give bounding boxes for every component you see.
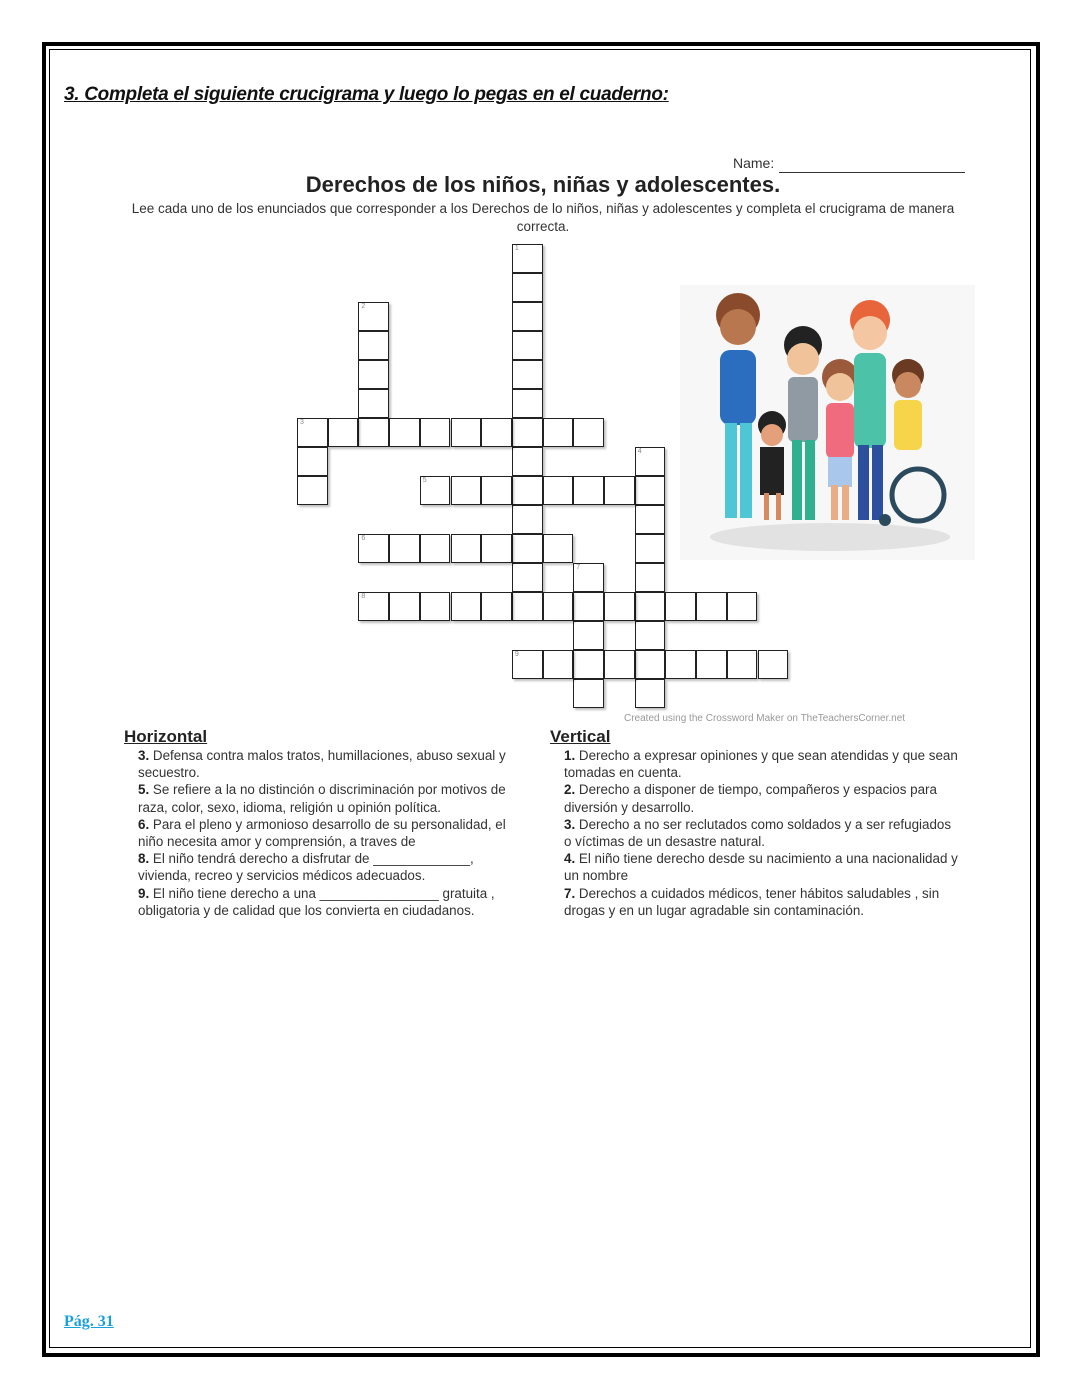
crossword-cell[interactable] bbox=[635, 476, 666, 505]
crossword-cell[interactable] bbox=[512, 505, 543, 534]
crossword-cell[interactable] bbox=[451, 592, 482, 621]
crossword-cell[interactable] bbox=[389, 418, 420, 447]
clue-number: 8 bbox=[361, 593, 366, 600]
clue-v7: 7. Derechos a cuidados médicos, tener hábitos saludables , sin drogas y en un lugar agradable sin contaminación. bbox=[564, 885, 940, 918]
clue-number: 6 bbox=[361, 535, 366, 542]
crossword-cell[interactable] bbox=[512, 476, 543, 505]
crossword-cell[interactable] bbox=[481, 476, 512, 505]
crossword-cell[interactable] bbox=[635, 447, 666, 476]
crossword-cell[interactable] bbox=[512, 389, 543, 418]
crossword-cell[interactable] bbox=[543, 650, 574, 679]
children-illustration bbox=[680, 275, 975, 565]
clue-number: 7 bbox=[576, 564, 581, 571]
crossword-cell[interactable] bbox=[481, 592, 512, 621]
crossword-cell[interactable] bbox=[512, 273, 543, 302]
crossword-cell[interactable] bbox=[297, 418, 328, 447]
crossword-cell[interactable] bbox=[512, 650, 543, 679]
clue-h3: 3. Defensa contra malos tratos, humillaciones, abuso sexual y secuestro. bbox=[138, 748, 506, 781]
crossword-cell[interactable] bbox=[635, 505, 666, 534]
crossword-cell[interactable] bbox=[451, 476, 482, 505]
crossword-cell[interactable] bbox=[573, 563, 604, 592]
crossword-cell[interactable] bbox=[512, 563, 543, 592]
crossword-cell[interactable] bbox=[758, 650, 789, 679]
crossword-cell[interactable] bbox=[389, 592, 420, 621]
crossword-cell[interactable] bbox=[358, 418, 389, 447]
clue-v1: 1. Derecho a expresar opiniones y que sean atendidas y que sean tomadas en cuenta. bbox=[564, 748, 958, 781]
crossword-cell[interactable] bbox=[573, 650, 604, 679]
crossword-cell[interactable] bbox=[481, 534, 512, 563]
crossword-cell[interactable] bbox=[358, 302, 389, 331]
horizontal-clues bbox=[138, 747, 530, 919]
crossword-cell[interactable] bbox=[389, 534, 420, 563]
crossword-cell[interactable] bbox=[512, 302, 543, 331]
clue-number: 9 bbox=[514, 651, 519, 658]
crossword-cell[interactable] bbox=[635, 592, 666, 621]
clue-h9: 9. El niño tiene derecho a una ________________ gratuita , obligatoria y de calidad que los convierta en ciudadanos. bbox=[138, 885, 495, 918]
clue-number: 5 bbox=[422, 477, 427, 484]
clue-v3: 3. Derecho a no ser reclutados como soldados y a ser refugiados o víctimas de un desastre natural. bbox=[564, 816, 952, 850]
crossword-cell[interactable] bbox=[635, 650, 666, 679]
crossword-cell[interactable] bbox=[451, 418, 482, 447]
crossword-cell[interactable] bbox=[696, 650, 727, 679]
crossword-cell[interactable] bbox=[512, 331, 543, 360]
crossword-cell[interactable] bbox=[358, 389, 389, 418]
crossword-cell[interactable] bbox=[358, 331, 389, 360]
crossword-cell[interactable] bbox=[512, 360, 543, 389]
horizontal-heading: Horizontal bbox=[124, 727, 208, 746]
crossword-cell[interactable] bbox=[604, 592, 635, 621]
clue-h8: 8. El niño tendrá derecho a disfrutar de _____________, vivienda, recreo y servicios médicos adecuados. bbox=[138, 851, 474, 884]
crossword-cell[interactable] bbox=[543, 592, 574, 621]
crossword-cell[interactable] bbox=[512, 534, 543, 563]
crossword-cell[interactable] bbox=[297, 447, 328, 476]
crossword-cell[interactable] bbox=[696, 592, 727, 621]
vertical-heading: Vertical bbox=[550, 727, 611, 746]
clue-v2: 2. Derecho a disponer de tiempo, compañeros y espacios para diversión y desarrollo. bbox=[564, 782, 937, 815]
crossword-cell[interactable] bbox=[543, 534, 574, 563]
crossword-cell[interactable] bbox=[512, 447, 543, 476]
clue-number: 2 bbox=[361, 303, 366, 310]
crossword-cell[interactable] bbox=[573, 418, 604, 447]
worksheet-subtitle: Lee cada uno de los enunciados que corresponder a los Derechos de lo niños, niñas y adolescentes y completa el crucigrama de manera correcta. bbox=[131, 201, 955, 234]
crossword-cell[interactable] bbox=[512, 244, 543, 273]
name-label: Name: bbox=[733, 155, 775, 171]
crossword-cell[interactable] bbox=[635, 679, 666, 708]
crossword-cell[interactable] bbox=[635, 621, 666, 650]
clue-h5: 5. Se refiere a la no distinción o discriminación por motivos de raza, color, sexo, idioma, religión u opinión política. bbox=[138, 782, 506, 815]
crossword-cell[interactable] bbox=[635, 534, 666, 563]
crossword-cell[interactable] bbox=[420, 476, 451, 505]
crossword-cell[interactable] bbox=[573, 476, 604, 505]
task-instruction: 3. Completa el siguiente crucigrama y luego lo pegas en el cuaderno: bbox=[64, 84, 669, 105]
crossword-cell[interactable] bbox=[512, 592, 543, 621]
crossword-cell[interactable] bbox=[451, 534, 482, 563]
crossword-credit: Created using the Crossword Maker on TheTeachersCorner.net bbox=[624, 713, 906, 724]
clue-v4: 4. El niño tiene derecho desde su nacimiento a una nacionalidad y un nombre bbox=[564, 851, 958, 884]
page-number-link[interactable]: Pág. 31 bbox=[64, 1313, 114, 1330]
crossword-cell[interactable] bbox=[358, 534, 389, 563]
crossword-cell[interactable] bbox=[481, 418, 512, 447]
crossword-cell[interactable] bbox=[573, 621, 604, 650]
crossword-cell[interactable] bbox=[604, 650, 635, 679]
vertical-clues bbox=[564, 747, 959, 919]
crossword-cell[interactable] bbox=[665, 592, 696, 621]
worksheet-title: Derechos de los niños, niñas y adolescentes. bbox=[305, 172, 781, 197]
clue-number: 4 bbox=[637, 448, 642, 455]
crossword-cell[interactable] bbox=[420, 592, 451, 621]
crossword-cell[interactable] bbox=[358, 592, 389, 621]
crossword-cell[interactable] bbox=[543, 476, 574, 505]
crossword-cell[interactable] bbox=[727, 592, 758, 621]
crossword-cell[interactable] bbox=[512, 418, 543, 447]
clue-number: 1 bbox=[514, 245, 519, 252]
crossword-cell[interactable] bbox=[604, 476, 635, 505]
crossword-cell[interactable] bbox=[665, 650, 696, 679]
clue-h6: 6. Para el pleno y armonioso desarrollo de su personalidad, el niño necesita amor y comprensión, a traves de bbox=[138, 816, 506, 850]
crossword-cell[interactable] bbox=[420, 534, 451, 563]
crossword-cell[interactable] bbox=[635, 563, 666, 592]
crossword-cell[interactable] bbox=[573, 592, 604, 621]
crossword-cell[interactable] bbox=[358, 360, 389, 389]
crossword-cell[interactable] bbox=[727, 650, 758, 679]
crossword-cell[interactable] bbox=[328, 418, 359, 447]
crossword-cell[interactable] bbox=[420, 418, 451, 447]
clue-number: 3 bbox=[300, 419, 304, 426]
crossword-cell[interactable] bbox=[573, 679, 604, 708]
crossword-cell[interactable] bbox=[543, 418, 574, 447]
crossword-cell[interactable] bbox=[297, 476, 328, 505]
